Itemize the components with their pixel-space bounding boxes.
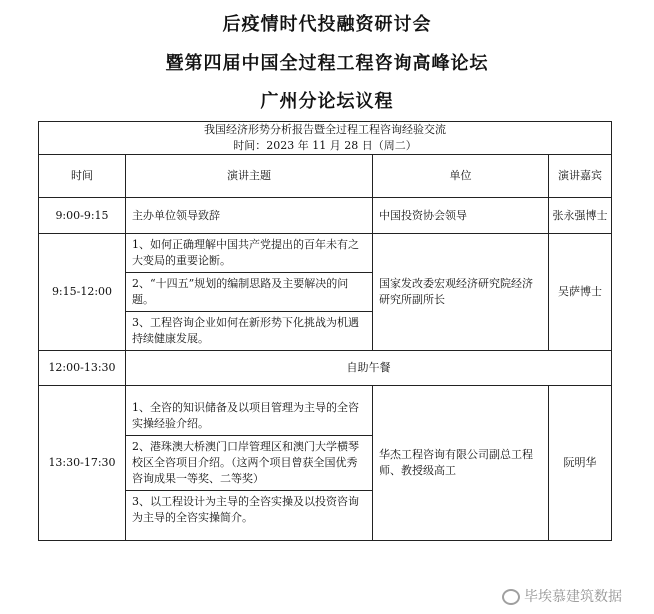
topic-item: 3、以工程设计为主导的全咨实操及以投资咨询为主导的全咨实操简介。 (132, 495, 359, 524)
banner-row (39, 122, 612, 155)
unit-cell: 华杰工程咨询有限公司副总工程师、教授级高工 (373, 386, 549, 541)
time-cell: 9:00-9:15 (39, 198, 126, 234)
banner-title: 我国经济形势分析报告暨全过程工程咨询经验交流 (204, 123, 446, 136)
col-header-speaker: 演讲嘉宾 (549, 155, 612, 198)
topic-item: 2、“十四五”规划的编制思路及主要解决的问题。 (126, 273, 372, 312)
header-row (39, 155, 612, 198)
title-line-2: 暨第四届中国全过程工程咨询高峰论坛 (165, 53, 489, 74)
title-line-3: 广州分论坛议程 (260, 91, 394, 112)
table-row (39, 198, 612, 234)
time-cell: 13:30-17:30 (39, 386, 126, 541)
wechat-icon (502, 589, 520, 605)
unit-cell: 国家发改委宏观经济研究院经济研究所副所长 (373, 234, 549, 351)
banner-cell (39, 122, 612, 155)
watermark-text: 毕埃慕建筑数据 (524, 589, 622, 605)
time-cell: 12:00-13:30 (39, 351, 126, 386)
col-header-topic: 演讲主题 (126, 155, 373, 198)
banner-date: 时间：2023 年 11 月 28 日（周二） (233, 139, 417, 152)
title-line-1: 后疫情时代投融资研讨会 (222, 14, 432, 35)
topic-item: 1、如何正确理解中国共产党提出的百年未有之大变局的重要论断。 (126, 234, 372, 273)
merged-cell: 自助午餐 (126, 351, 612, 386)
unit-cell: 中国投资协会领导 (373, 198, 549, 234)
topic-item: 3、工程咨询企业如何在新形势下化挑战为机遇持续健康发展。 (132, 316, 359, 345)
watermark (502, 586, 622, 606)
table-row (39, 351, 612, 386)
topic-cell (126, 386, 373, 541)
time-cell: 9:15-12:00 (39, 234, 126, 351)
speaker-cell: 吴萨博士 (549, 234, 612, 351)
col-header-unit: 单位 (373, 155, 549, 198)
topic-item: 2、港珠澳大桥澳门口岸管理区和澳门大学横琴校区全咨项目介绍。（这两个项目曾获全国优秀咨询成果一等奖、二等奖） (126, 436, 372, 491)
col-header-time: 时间 (39, 155, 126, 198)
topic-item: 1、全咨的知识储备及以项目管理为主导的全咨实操经验介绍。 (126, 397, 372, 436)
speaker-cell: 张永强博士 (549, 198, 612, 234)
topic-cell: 主办单位领导致辞 (126, 198, 373, 234)
table-row (39, 386, 612, 541)
speaker-cell: 阮明华 (549, 386, 612, 541)
table-row (39, 234, 612, 351)
agenda-table (38, 121, 612, 541)
topic-cell (126, 234, 373, 351)
